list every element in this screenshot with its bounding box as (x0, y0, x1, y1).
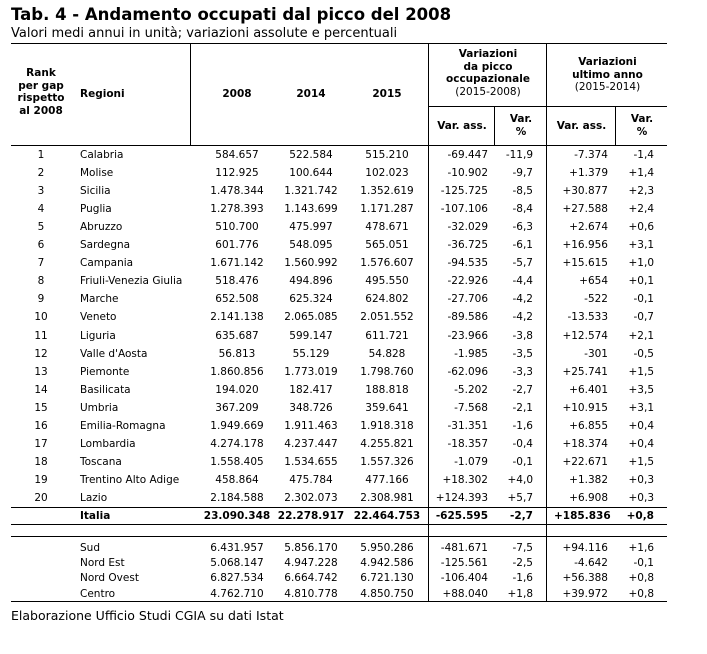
cell-var-pct-ultimo: +0,3 (628, 491, 654, 504)
group-subheader-rule (428, 106, 667, 107)
cell-var-ass-picco: -22.926 (447, 275, 488, 288)
divider-group2-inner (615, 106, 616, 146)
cell-rank: 3 (37, 185, 45, 198)
cell-value-2008: 601.776 (215, 239, 259, 252)
cell-var-pct-ultimo: +2,1 (628, 329, 654, 342)
table-row (0, 399, 707, 417)
cell-rank: 12 (34, 347, 48, 360)
cell-value-2008: 1.478.344 (210, 185, 264, 198)
cell-var-pct-picco: -3,8 (512, 329, 533, 342)
cell-var-ass-picco: -32.029 (447, 221, 488, 234)
cell-region: Nord Ovest (80, 572, 139, 585)
cell-value-2015: 102.023 (365, 167, 409, 180)
cell-var-pct-ultimo: +0,6 (628, 221, 654, 234)
cell-var-pct-picco: +1,8 (507, 587, 533, 600)
cell-value-2015: 4.942.586 (360, 557, 414, 570)
table-row (0, 146, 707, 164)
cell-var-ass-picco: -36.725 (447, 239, 488, 252)
cell-value-2014: 1.560.992 (284, 257, 338, 270)
cell-value-2015: 624.802 (365, 293, 409, 306)
cell-var-ass-picco: -27.706 (447, 293, 488, 306)
cell-value-2015: 495.550 (365, 275, 409, 288)
cell-var-ass-picco: -125.725 (440, 185, 488, 198)
cell-value-2015: 1.576.607 (360, 257, 414, 270)
cell-var-pct-ultimo: -0,5 (633, 347, 654, 360)
cell-region: Friuli-Venezia Giulia (80, 275, 183, 288)
cell-var-ass-ultimo: +654 (579, 275, 608, 288)
cell-value-2014: 1.143.699 (284, 203, 338, 216)
cell-value-2014: 2.302.073 (284, 491, 338, 504)
cell-var-pct-picco: +4,0 (507, 473, 533, 486)
cell-value-2008: 5.068.147 (210, 557, 264, 570)
header-group1: Variazioni da picco occupazionale (2015-2008) (446, 48, 530, 98)
cell-value-2014: 1.321.742 (284, 185, 338, 198)
header-group2: Variazioni ultimo anno (2015-2014) (572, 56, 643, 93)
cell-var-ass-ultimo: +56.388 (562, 572, 608, 585)
cell-region: Umbria (80, 401, 119, 414)
cell-value-2008: 56.813 (218, 347, 256, 360)
cell-value-2014: 599.147 (289, 329, 333, 342)
cell-var-ass-ultimo: +30.877 (562, 185, 608, 198)
cell-var-ass-ultimo: +12.574 (562, 329, 608, 342)
table-row (0, 272, 707, 290)
cell-var-ass-ultimo: -7.374 (574, 149, 608, 161)
cell-var-pct-picco: -3,5 (512, 347, 533, 360)
cell-var-ass-picco: -1.985 (454, 347, 488, 360)
cell-var-pct-picco: -5,7 (512, 257, 533, 270)
cell-value-2008: 1.860.856 (210, 365, 264, 378)
cell-var-ass-picco: +124.393 (435, 491, 488, 504)
table-row (0, 345, 707, 363)
cell-var-ass-picco: -1.079 (454, 455, 488, 468)
cell-var-ass-ultimo: +6.908 (569, 491, 608, 504)
cell-value-2015: 611.721 (365, 329, 409, 342)
cell-value-2014: 55.129 (292, 347, 330, 360)
table-row (0, 254, 707, 272)
cell-value-2014: 1.911.463 (284, 419, 338, 432)
cell-var-ass-ultimo: +39.972 (562, 587, 608, 600)
cell-var-ass-ultimo: -301 (584, 347, 608, 360)
cell-var-pct-ultimo: +0,8 (628, 587, 654, 600)
cell-value-2008: 6.431.957 (210, 542, 264, 554)
cell-var-pct-ultimo: +0,1 (628, 275, 654, 288)
cell-var-pct-picco: -0,4 (512, 437, 533, 450)
cell-value-2008: 1.949.669 (210, 419, 264, 432)
cell-var-ass-picco: -125.561 (440, 557, 488, 570)
cell-var-ass-picco: -10.902 (447, 167, 488, 180)
cell-var-ass-picco: -5.202 (454, 383, 488, 396)
divider-regioni (190, 43, 191, 146)
cell-region: Calabria (80, 149, 124, 161)
header-2008: 2008 (222, 88, 252, 100)
table-row (0, 308, 707, 326)
table-row (0, 363, 707, 381)
table-row (0, 453, 707, 471)
cell-value-2014: 100.644 (289, 167, 333, 180)
cell-region: Valle d'Aosta (80, 347, 148, 360)
cell-rank: 9 (37, 293, 45, 306)
cell-var-ass-picco: -481.671 (440, 542, 488, 554)
cell-var-ass-picco: +88.040 (442, 587, 488, 600)
cell-rank: 13 (34, 365, 48, 378)
cell-var-ass-picco: -23.966 (447, 329, 488, 342)
cell-value-2008: 584.657 (215, 149, 259, 161)
cell-var-ass-picco: -89.586 (447, 311, 488, 324)
cell-value-2015: 5.950.286 (360, 542, 414, 554)
cell-var-ass-picco: -69.447 (447, 149, 488, 161)
cell-value-2015: 515.210 (365, 149, 409, 161)
cell-var-pct-picco: -7,5 (512, 542, 533, 554)
cell-value-2015: 22.464.753 (353, 510, 421, 522)
table-row (0, 435, 707, 453)
cell-region: Abruzzo (80, 221, 123, 234)
cell-var-ass-ultimo: -4.642 (574, 557, 608, 570)
table-row (0, 381, 707, 399)
cell-var-ass-picco: -107.106 (440, 203, 488, 216)
cell-var-pct-picco: -8,4 (512, 203, 533, 216)
cell-var-pct-ultimo: -0,1 (633, 557, 654, 570)
cell-var-pct-ultimo: +1,5 (628, 365, 654, 378)
cell-var-ass-ultimo: +6.401 (569, 383, 608, 396)
cell-value-2014: 548.095 (289, 239, 333, 252)
cell-var-ass-ultimo: +6.855 (569, 419, 608, 432)
divider-group1-inner (494, 106, 495, 146)
cell-var-pct-ultimo: +0,3 (628, 473, 654, 486)
cell-region: Italia (80, 510, 111, 522)
cell-region: Centro (80, 587, 116, 600)
cell-value-2008: 652.508 (215, 293, 259, 306)
cell-value-2014: 475.784 (289, 473, 333, 486)
cell-var-ass-picco: -62.096 (447, 365, 488, 378)
cell-var-pct-ultimo: +3,5 (628, 383, 654, 396)
cell-var-ass-picco: -18.357 (447, 437, 488, 450)
cell-rank: 20 (34, 491, 48, 504)
cell-value-2015: 2.051.552 (360, 311, 414, 324)
table-row (0, 471, 707, 489)
cell-value-2014: 494.896 (289, 275, 333, 288)
cell-var-ass-picco: +18.302 (442, 473, 488, 486)
cell-value-2014: 4.810.778 (284, 587, 338, 600)
cell-value-2008: 518.476 (215, 275, 259, 288)
cell-region: Lazio (80, 491, 108, 504)
cell-var-pct-ultimo: +0,8 (626, 510, 654, 522)
cell-value-2015: 54.828 (368, 347, 406, 360)
cell-rank: 10 (34, 311, 48, 324)
cell-region: Piemonte (80, 365, 130, 378)
cell-var-ass-ultimo: +1.379 (569, 167, 608, 180)
cell-region: Puglia (80, 203, 112, 216)
header-var-pct-1: Var. % (509, 113, 533, 138)
table-row (0, 236, 707, 254)
cell-var-ass-picco: -31.351 (447, 419, 488, 432)
cell-region: Molise (80, 167, 114, 180)
cell-rank: 7 (37, 257, 45, 270)
cell-var-pct-ultimo: -0,7 (633, 311, 654, 324)
cell-region: Marche (80, 293, 119, 306)
cell-value-2015: 4.255.821 (360, 437, 414, 450)
cell-value-2015: 188.818 (365, 383, 409, 396)
cell-value-2008: 112.925 (215, 167, 259, 180)
header-var-pct-2: Var. % (630, 113, 654, 138)
cell-var-ass-ultimo: +2.674 (569, 221, 608, 234)
cell-value-2008: 194.020 (215, 383, 259, 396)
cell-value-2014: 1.534.655 (284, 455, 338, 468)
cell-var-ass-ultimo: +25.741 (562, 365, 608, 378)
cell-value-2015: 1.352.619 (360, 185, 414, 198)
cell-region: Lombardia (80, 437, 136, 450)
cell-value-2014: 5.856.170 (284, 542, 338, 554)
cell-value-2015: 4.850.750 (360, 587, 414, 600)
total-row (0, 507, 707, 525)
cell-var-ass-ultimo: +10.915 (562, 401, 608, 414)
cell-var-pct-picco: -0,1 (512, 455, 533, 468)
cell-region: Veneto (80, 311, 117, 324)
cell-region: Sardegna (80, 239, 131, 252)
table-row (0, 164, 707, 182)
table-row (0, 200, 707, 218)
cell-var-pct-picco: -2,1 (512, 401, 533, 414)
cell-var-pct-picco: -1,6 (512, 419, 533, 432)
cell-value-2015: 1.918.318 (360, 419, 414, 432)
header-var-ass-1: Var. ass. (437, 120, 487, 132)
cell-var-ass-ultimo: +16.956 (562, 239, 608, 252)
cell-rank: 15 (34, 401, 48, 414)
table-row (0, 290, 707, 308)
cell-var-pct-picco: -6,3 (512, 221, 533, 234)
cell-var-ass-ultimo: +94.116 (562, 542, 608, 554)
cell-var-pct-ultimo: +0,4 (628, 437, 654, 450)
cell-var-ass-ultimo: -13.533 (567, 311, 608, 324)
cell-value-2015: 478.671 (365, 221, 409, 234)
cell-rank: 5 (37, 221, 45, 234)
cell-var-pct-picco: +5,7 (507, 491, 533, 504)
cell-var-pct-ultimo: +0,4 (628, 419, 654, 432)
cell-var-pct-ultimo: +1,4 (628, 167, 654, 180)
cell-var-pct-picco: -3,3 (512, 365, 533, 378)
cell-rank: 17 (34, 437, 48, 450)
cell-var-ass-ultimo: +27.588 (562, 203, 608, 216)
table-row (0, 218, 707, 236)
cell-value-2008: 1.278.393 (210, 203, 264, 216)
header-2014: 2014 (296, 88, 326, 100)
cell-var-ass-ultimo: +22.671 (562, 455, 608, 468)
cell-rank: 14 (34, 383, 48, 396)
cell-value-2014: 625.324 (289, 293, 333, 306)
cell-rank: 18 (34, 455, 48, 468)
cell-region: Liguria (80, 329, 116, 342)
cell-var-pct-ultimo: +1,0 (628, 257, 654, 270)
cell-var-pct-picco: -4,2 (512, 293, 533, 306)
cell-var-ass-picco: -94.535 (447, 257, 488, 270)
cell-region: Basilicata (80, 383, 131, 396)
cell-var-pct-ultimo: +2,4 (628, 203, 654, 216)
cell-value-2008: 6.827.534 (210, 572, 264, 585)
cell-var-ass-picco: -7.568 (454, 401, 488, 414)
cell-var-pct-ultimo: +3,1 (628, 239, 654, 252)
table-row (0, 327, 707, 345)
cell-value-2008: 635.687 (215, 329, 259, 342)
cell-rank: 19 (34, 473, 48, 486)
cell-value-2014: 2.065.085 (284, 311, 338, 324)
cell-rank: 2 (37, 167, 45, 180)
cell-rank: 4 (37, 203, 45, 216)
cell-value-2014: 182.417 (289, 383, 333, 396)
cell-var-pct-picco: -2,7 (510, 510, 533, 522)
cell-value-2015: 477.166 (365, 473, 409, 486)
table-row (0, 417, 707, 435)
cell-value-2014: 4.237.447 (284, 437, 338, 450)
table-title: Tab. 4 - Andamento occupati dal picco del 2008 (11, 5, 452, 24)
table-row (0, 489, 707, 507)
cell-rank: 16 (34, 419, 48, 432)
header-top-rule (11, 43, 667, 44)
cell-value-2015: 2.308.981 (360, 491, 414, 504)
cell-region: Nord Est (80, 557, 125, 570)
cell-var-ass-ultimo: +18.374 (562, 437, 608, 450)
cell-var-pct-picco: -4,4 (512, 275, 533, 288)
cell-value-2008: 4.762.710 (210, 587, 264, 600)
table-row (0, 182, 707, 200)
cell-var-ass-ultimo: +185.836 (554, 510, 611, 522)
cell-value-2015: 565.051 (365, 239, 409, 252)
cell-var-pct-ultimo: +1,6 (628, 542, 654, 554)
cell-region: Trentino Alto Adige (80, 473, 180, 486)
cell-var-pct-picco: -9,7 (512, 167, 533, 180)
cell-value-2015: 1.798.760 (360, 365, 414, 378)
cell-var-pct-ultimo: +2,3 (628, 185, 654, 198)
header-var-ass-2: Var. ass. (556, 120, 607, 132)
cell-value-2014: 4.947.228 (284, 557, 338, 570)
cell-var-ass-ultimo: -522 (584, 293, 608, 306)
source-note: Elaborazione Ufficio Studi CGIA su dati Istat (11, 608, 284, 623)
cell-value-2008: 1.671.142 (210, 257, 264, 270)
cell-value-2014: 22.278.917 (277, 510, 345, 522)
cell-value-2008: 510.700 (215, 221, 259, 234)
cell-var-ass-ultimo: +15.615 (562, 257, 608, 270)
cell-value-2008: 2.141.138 (210, 311, 264, 324)
cell-value-2008: 458.864 (215, 473, 259, 486)
cell-var-pct-picco: -8,5 (512, 185, 533, 198)
header-2015: 2015 (372, 88, 402, 100)
table-subtitle: Valori medi annui in unità; variazioni assolute e percentuali (11, 26, 398, 41)
cell-value-2015: 6.721.130 (360, 572, 414, 585)
cell-value-2008: 2.184.588 (210, 491, 264, 504)
cell-rank: 8 (37, 275, 45, 288)
cell-region: Toscana (80, 455, 122, 468)
cell-var-pct-ultimo: -1,4 (633, 149, 654, 161)
cell-var-pct-picco: -2,7 (512, 383, 533, 396)
cell-var-pct-picco: -11,9 (505, 149, 533, 161)
cell-var-pct-ultimo: -0,1 (633, 293, 654, 306)
cell-rank: 11 (34, 329, 48, 342)
cell-var-pct-ultimo: +3,1 (628, 401, 654, 414)
cell-var-ass-picco: -625.595 (435, 510, 488, 522)
cell-region: Sud (80, 542, 100, 554)
cell-value-2008: 23.090.348 (203, 510, 271, 522)
header-rank: Rank per gap rispetto al 2008 (17, 67, 65, 117)
cell-rank: 6 (37, 239, 45, 252)
cell-value-2015: 1.557.326 (360, 455, 414, 468)
cell-rank: 1 (37, 149, 45, 161)
cell-value-2014: 6.664.742 (284, 572, 338, 585)
cell-region: Emilia-Romagna (80, 419, 166, 432)
cell-var-ass-picco: -106.404 (440, 572, 488, 585)
cell-value-2008: 1.558.405 (210, 455, 264, 468)
cell-var-pct-ultimo: +1,5 (628, 455, 654, 468)
macro-top-rule (11, 536, 667, 537)
cell-value-2014: 475.997 (289, 221, 333, 234)
cell-region: Sicilia (80, 185, 111, 198)
cell-value-2015: 1.171.287 (360, 203, 414, 216)
cell-var-pct-picco: -1,6 (512, 572, 533, 585)
cell-var-pct-picco: -6,1 (512, 239, 533, 252)
macro-row (0, 585, 707, 603)
cell-value-2014: 1.773.019 (284, 365, 338, 378)
cell-var-pct-ultimo: +0,8 (628, 572, 654, 585)
cell-region: Campania (80, 257, 134, 270)
cell-var-ass-ultimo: +1.382 (569, 473, 608, 486)
cell-value-2008: 367.209 (215, 401, 259, 414)
cell-var-pct-picco: -4,2 (512, 311, 533, 324)
cell-value-2014: 348.726 (289, 401, 333, 414)
cell-value-2008: 4.274.178 (210, 437, 264, 450)
cell-value-2014: 522.584 (289, 149, 333, 161)
cell-value-2015: 359.641 (365, 401, 409, 414)
header-regioni: Regioni (80, 88, 125, 100)
cell-var-pct-picco: -2,5 (512, 557, 533, 570)
